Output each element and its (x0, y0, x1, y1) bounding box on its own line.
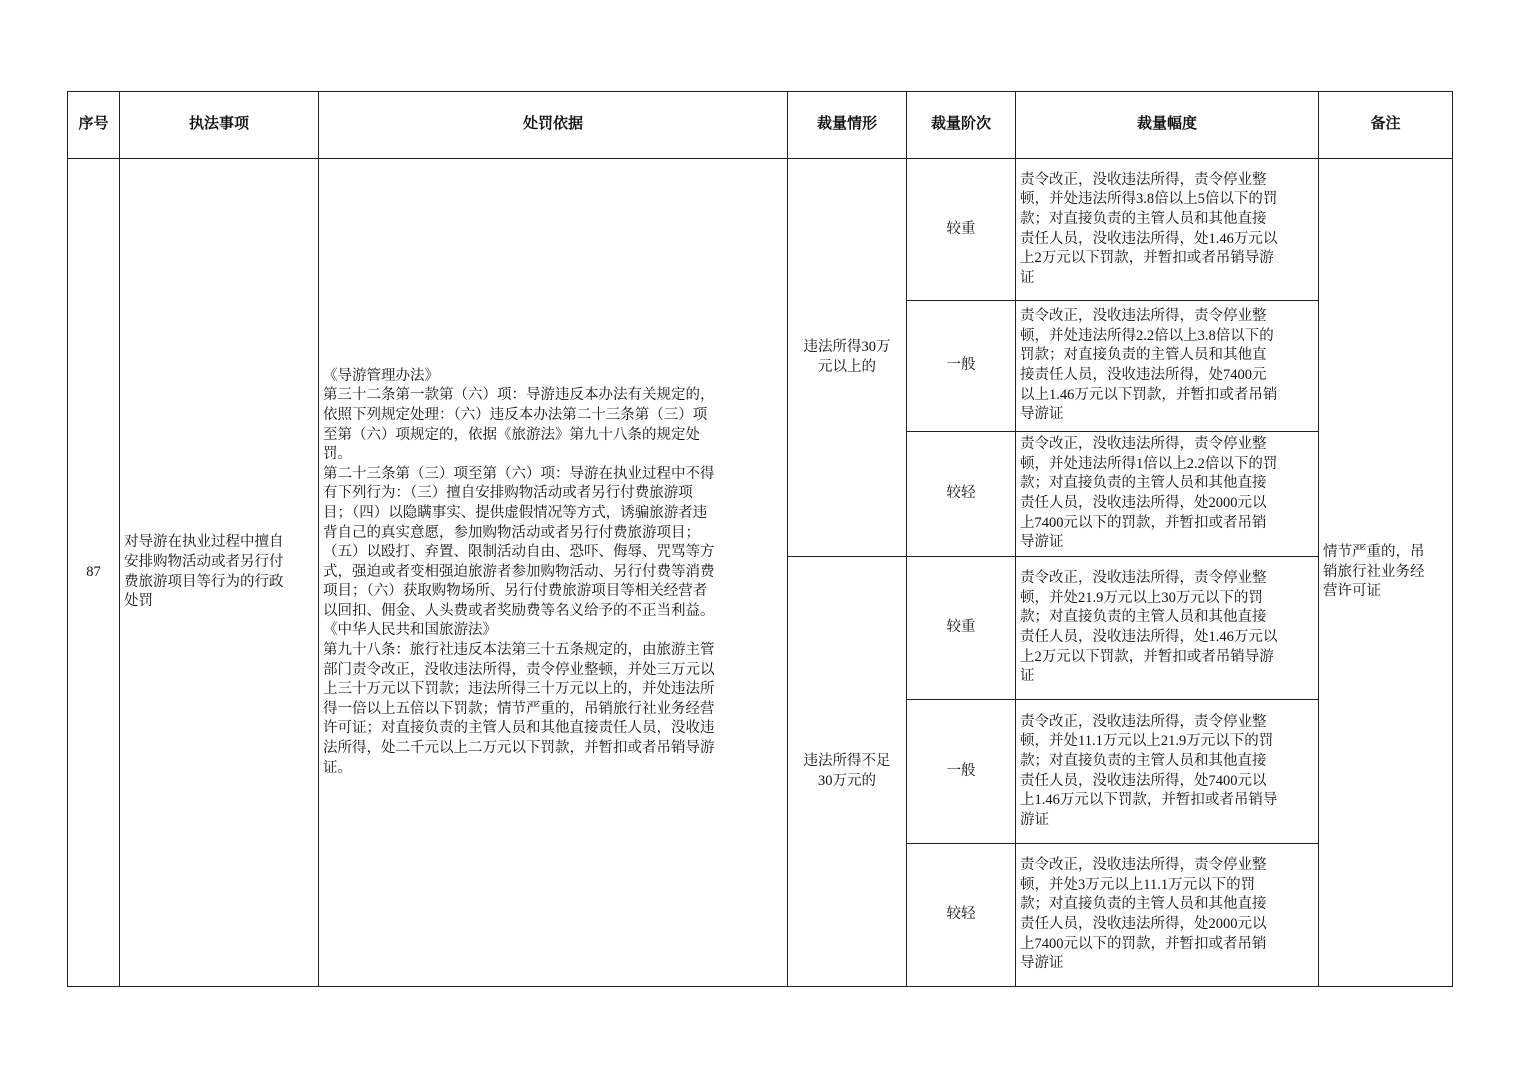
header-matter: 执法事项 (120, 92, 319, 159)
level-cell: 一般 (907, 301, 1016, 432)
level-cell: 较轻 (907, 844, 1016, 987)
header-remark: 备注 (1319, 92, 1453, 159)
penalty-basis: 《导游管理办法》 第三十二条第一款第（六）项：导游违反本办法有关规定的， 依照下列规定处理：（六）违反本办法第二十三条第（三）项 至第（六）项规定的，依据《旅游法》第九十八条的规定处 罚。 第二十三条第（三）项至第（六）项：导游在执业过程中不得 有下列行为：（三）擅自安排购物活动或者另行付费旅游项 目；（四）以隐瞒事实、提供虚假情况等方式，诱骗旅游者违 背自己的真实意愿，参加购物活动或者另行付费旅游项目； （五）以殴打、弃置、限制活动自由、恐吓、侮辱、咒骂等方 式，强迫或者变相强迫旅游者参加购物活动、另行付费等消费 项目；（六）获取购物场所、另行付费旅游项目等相关经营者 以回扣、佣金、人头费或者奖励费等名义给予的不正当利益。 《中华人民共和国旅游法》 第九十八条：旅行社违反本法第三十五条规定的，由旅游主管 部门责令改正，没收违法所得，责令停业整顿，并处三万元以 上三十万元以下罚款；违法所得三十万元以上的，并处违法所 得一倍以上五倍以下罚款；情节严重的，吊销旅行社业务经营 许可证；对直接负责的主管人员和其他直接责任人员，没收违 法所得，处二千元以上二万元以下罚款，并暂扣或者吊销导游 证。 (319, 159, 788, 987)
level-cell: 较轻 (907, 432, 1016, 557)
header-basis: 处罚依据 (319, 92, 788, 159)
level-cell: 一般 (907, 700, 1016, 844)
remark-cell: 情节严重的，吊 销旅行社业务经 营许可证 (1319, 159, 1453, 987)
header-level: 裁量阶次 (907, 92, 1016, 159)
header-range: 裁量幅度 (1016, 92, 1319, 159)
header-row (68, 92, 1453, 159)
range-cell: 责令改正，没收违法所得，责令停业整 顿，并处违法所得1倍以上2.2倍以下的罚 款；对直接负责的主管人员和其他直接 责任人员，没收违法所得，处2000元以 上7400元以下的罚款，并暂扣或者吊销 导游证 (1016, 432, 1319, 557)
header-situation: 裁量情形 (788, 92, 907, 159)
range-cell: 责令改正，没收违法所得，责令停业整 顿，并处3万元以上11.1万元以下的罚 款；对直接负责的主管人员和其他直接 责任人员，没收违法所得，处2000元以 上7400元以下的罚款，并暂扣或者吊销 导游证 (1016, 844, 1319, 987)
table-row (68, 159, 1453, 301)
enforcement-matter: 对导游在执业过程中擅自 安排购物活动或者另行付 费旅游项目等行为的行政 处罚 (120, 159, 319, 987)
range-cell: 责令改正，没收违法所得，责令停业整 顿，并处违法所得2.2倍以上3.8倍以下的 罚款；对直接负责的主管人员和其他直 接责任人员，没收违法所得，处7400元 以上1.46万元以下罚款，并暂扣或者吊销 导游证 (1016, 301, 1319, 432)
header-no: 序号 (68, 92, 120, 159)
level-cell: 较重 (907, 557, 1016, 700)
level-cell: 较重 (907, 159, 1016, 301)
range-cell: 责令改正，没收违法所得，责令停业整 顿，并处21.9万元以上30万元以下的罚 款；对直接负责的主管人员和其他直接 责任人员，没收违法所得，处1.46万元以 上2万元以下罚款，并暂扣或者吊销导游 证 (1016, 557, 1319, 700)
situation-cell: 违法所得不足 30万元的 (788, 557, 907, 987)
discretion-table (67, 91, 1453, 987)
situation-cell: 违法所得30万 元以上的 (788, 159, 907, 557)
range-cell: 责令改正，没收违法所得，责令停业整 顿，并处违法所得3.8倍以上5倍以下的罚 款；对直接负责的主管人员和其他直接 责任人员，没收违法所得，处1.46万元以 上2万元以下罚款，并暂扣或者吊销导游 证 (1016, 159, 1319, 301)
range-cell: 责令改正，没收违法所得，责令停业整 顿，并处11.1万元以上21.9万元以下的罚 款；对直接负责的主管人员和其他直接 责任人员，没收违法所得，处7400元以 上1.46万元以下罚款，并暂扣或者吊销导 游证 (1016, 700, 1319, 844)
row-number: 87 (68, 159, 120, 987)
